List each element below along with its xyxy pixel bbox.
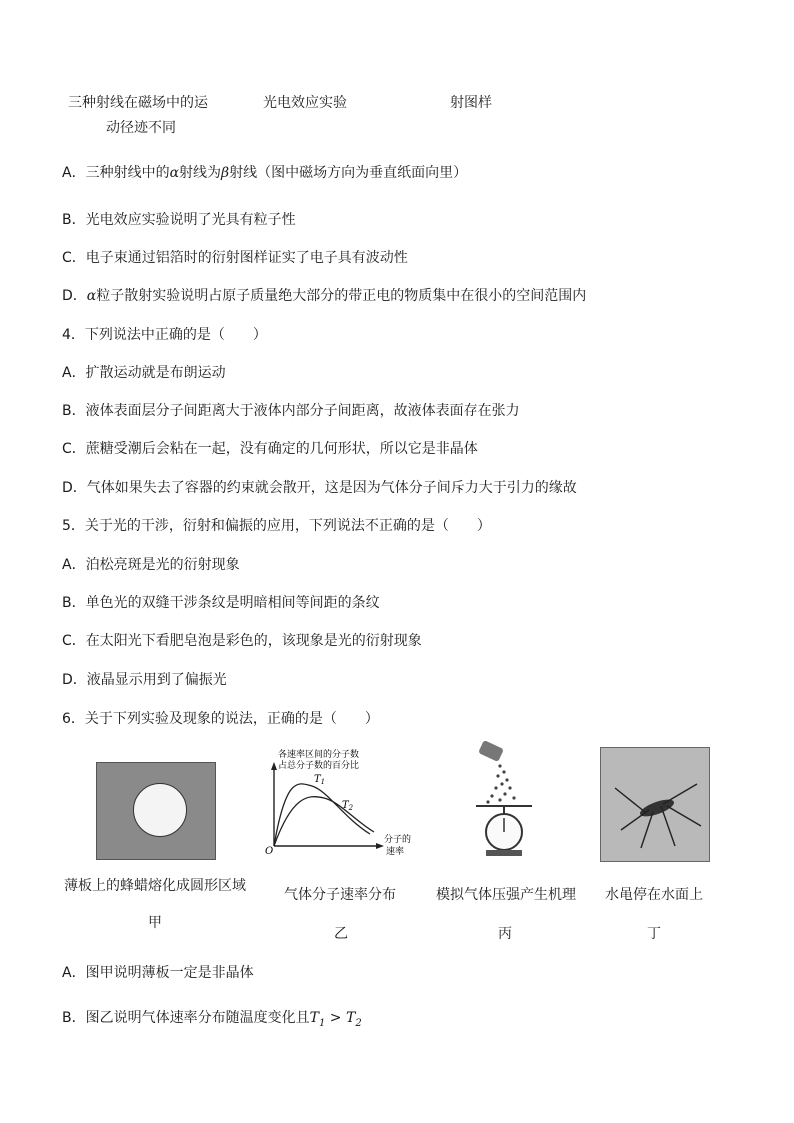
q3-option-b: B．光电效应实验说明了光具有粒子性 <box>62 212 296 228</box>
figure-label-ding: 丁 <box>647 926 661 942</box>
xlabel-line2: 速率 <box>386 847 405 857</box>
q6-option-b: B．图乙说明气体速率分布随温度变化且$T_1 > T_2$ <box>62 1010 362 1029</box>
origin-label: O <box>265 846 274 857</box>
figure-label-yi: 乙 <box>334 926 348 942</box>
greater-than-symbol: > <box>325 1010 346 1026</box>
q4-option-c: C．蔗糖受潮后会粘在一起，没有确定的几何形状，所以它是非晶体 <box>62 441 478 457</box>
x-axis-arrow-icon <box>376 843 384 849</box>
beta-symbol: β <box>221 165 230 181</box>
q3-option-d <box>62 285 586 305</box>
q3-option-c: C．电子束通过铝箔时的衍射图样证实了电子具有波动性 <box>62 250 408 266</box>
curve-t2 <box>274 797 374 846</box>
symbol-t2: T <box>345 1010 356 1026</box>
q5-option-c: C．在太阳光下看肥皂泡是彩色的，该现象是光的衍射现象 <box>62 633 422 649</box>
figure-wax-plate <box>96 762 216 860</box>
figure-caption-bing: 模拟气体压强产生机理 <box>436 887 576 903</box>
q3-d-text-1: D． <box>62 288 87 304</box>
figure-water-strider <box>600 747 710 862</box>
symbol-t1: T <box>309 1010 319 1026</box>
cup-icon <box>478 740 504 762</box>
q3-d-text-2: 粒子散射实验说明占原子质量绝大部分的带正电的物质集中在很小的空间范围内 <box>96 288 587 304</box>
q3-option-a <box>62 162 467 182</box>
melted-wax-circle <box>133 783 187 837</box>
caption-radiation-magnetic-line2: 动径迹不同 <box>106 120 176 136</box>
label-t2: $T_2$ <box>342 800 354 812</box>
label-t1: $T_1$ <box>314 774 326 786</box>
q4-option-d: D．气体如果失去了容器的约束就会散开，这是因为气体分子间斥力大于引力的缘故 <box>62 480 577 496</box>
q3-a-text-2: 射线为 <box>179 165 222 181</box>
ylabel-line2: 占总分子数的百分比 <box>278 761 360 771</box>
caption-photoelectric: 光电效应实验 <box>263 95 347 111</box>
caption-diffraction-pattern: 射图样 <box>450 95 492 111</box>
q4-option-b: B．液体表面层分子间距离大于液体内部分子间距离，故液体表面存在张力 <box>62 403 520 419</box>
q3-a-text-1: A．三种射线中的 <box>62 165 170 181</box>
q5-option-d: D．液晶显示用到了偏振光 <box>62 672 227 688</box>
alpha-symbol: α <box>86 288 97 304</box>
figure-label-jia: 甲 <box>148 915 162 931</box>
q6-stem: 6．关于下列实验及现象的说法，正确的是（ ） <box>62 711 379 727</box>
y-axis-arrow-icon <box>271 762 277 770</box>
figure-caption-ding: 水黾停在水面上 <box>605 887 703 903</box>
figure-label-bing: 丙 <box>498 926 512 942</box>
figure-caption-yi: 气体分子速率分布 <box>284 887 396 903</box>
q4-stem: 4．下列说法中正确的是（ ） <box>62 327 267 343</box>
q4-option-a: A．扩散运动就是布朗运动 <box>62 365 226 381</box>
scale-base <box>486 850 522 856</box>
q5-option-a: A．泊松亮斑是光的衍射现象 <box>62 557 240 573</box>
alpha-symbol: α <box>169 165 180 181</box>
figure-caption-jia: 薄板上的蜂蜡熔化成圆形区域 <box>64 878 246 894</box>
q3-a-text-3: 射线（图中磁场方向为垂直纸面向里） <box>229 165 468 181</box>
falling-beans-icon <box>486 764 515 803</box>
q5-stem: 5．关于光的干涉，衍射和偏振的应用，下列说法不正确的是（ ） <box>62 518 491 534</box>
q6-b-text: B．图乙说明气体速率分布随温度变化且 <box>62 1010 310 1026</box>
ylabel-line1: 各速率区间的分子数 <box>278 750 360 760</box>
caption-radiation-magnetic-line1: 三种射线在磁场中的运 <box>68 95 208 111</box>
figure-speed-distribution <box>258 746 428 858</box>
q5-option-b: B．单色光的双缝干涉条纹是明暗相间等间距的条纹 <box>62 595 380 611</box>
q6-option-a: A．图甲说明薄板一定是非晶体 <box>62 965 254 981</box>
xlabel-line1: 分子的 <box>384 835 412 845</box>
figure-gas-pressure-model <box>462 740 546 862</box>
water-strider-icon <box>601 748 709 861</box>
